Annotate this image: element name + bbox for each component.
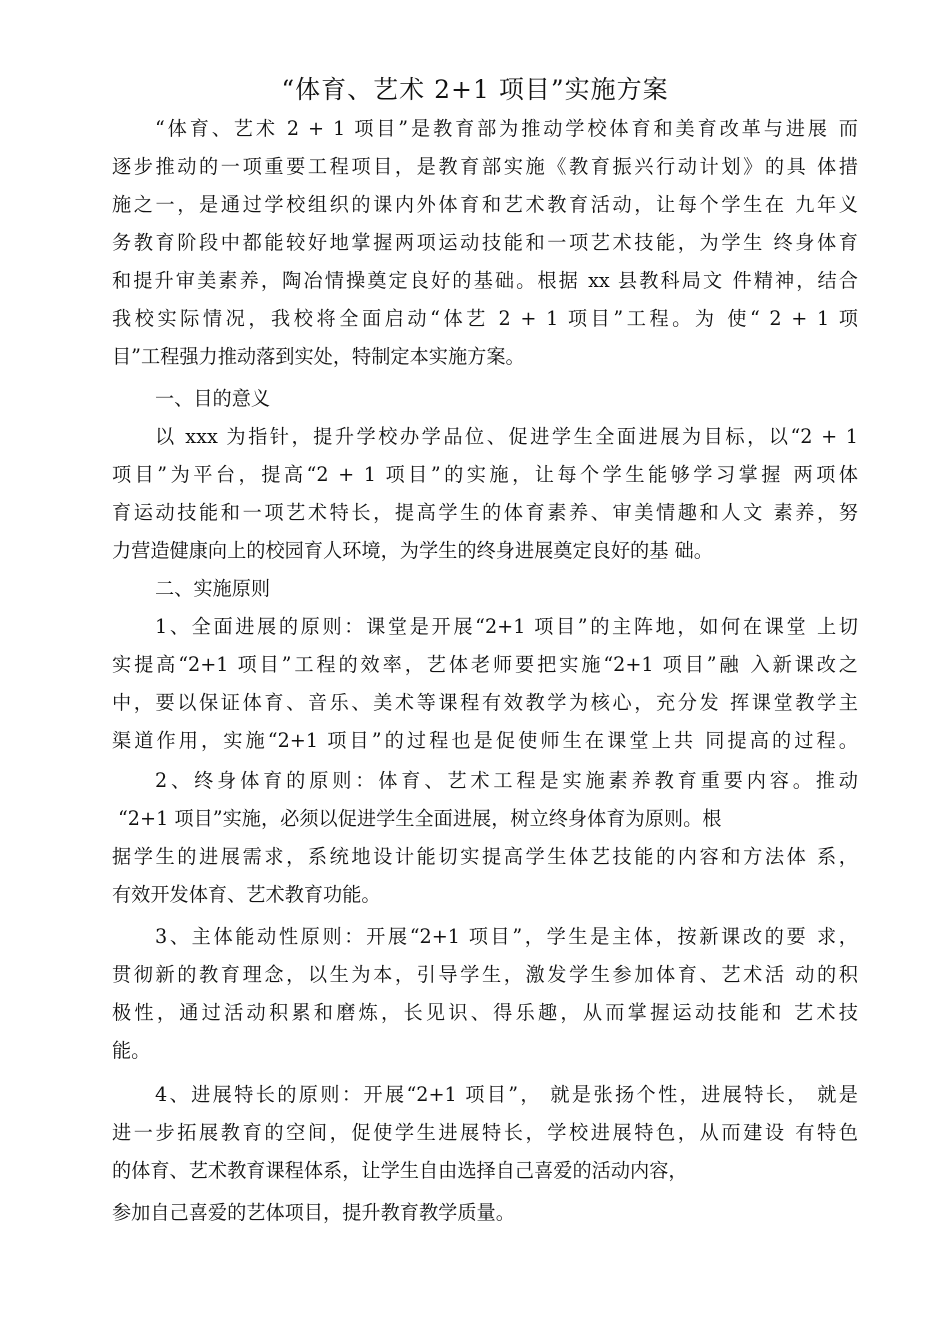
intro-line-2: 逐步推动的一项重要工程项目，是教育部实施《教育振兴行动计划》的具 体措 — [112, 155, 858, 178]
intro-line-5: 和提升审美素养，陶冶情操奠定良好的基础。根据 xx 县教科局文 件精神，结合 — [112, 269, 858, 292]
principle-1-line-2: 实提高“2+1 项目”工程的效率，艺体老师要把实施“2+1 项目”融 入新课改之 — [112, 653, 858, 676]
section-2-heading: 二、实施原则 — [155, 577, 271, 600]
intro-line-7: 目”工程强力推动落到实处，特制定本实施方案。 — [112, 345, 525, 368]
principle-2-line-2: “2+1 项目”实施，必须以促进学生全面进展，树立终身体育为原则。根 — [118, 807, 722, 830]
section-1-line-3: 育运动技能和一项艺术特长，提高学生的体育素养、审美情趣和人文 素养，努 — [112, 501, 858, 524]
intro-line-1: “体育、艺术 2 + 1 项目”是教育部为推动学校体育和美育改革与进展 而 — [155, 117, 858, 140]
principle-3-line-1: 3、主体能动性原则：开展“2+1 项目”，学生是主体，按新课改的要 求， — [155, 925, 858, 948]
principle-1-line-4: 渠道作用，实施“2+1 项目”的过程也是促使师生在课堂上共 同提高的过程。 — [112, 729, 858, 752]
principle-2-line-1: 2、终身体育的原则：体育、艺术工程是实施素养教育重要内容。推动 — [155, 769, 858, 792]
intro-line-6: 我校实际情况，我校将全面启动“体艺 2 + 1 项目”工程。为 使“ 2 + 1 项 — [112, 307, 858, 330]
intro-line-4: 务教育阶段中都能较好地掌握两项运动技能和一项艺术技能，为学生 终身体育 — [112, 231, 858, 254]
section-1-line-1: 以 xxx 为指针，提升学校办学品位、促进学生全面进展为目标，以“2 + 1 — [155, 425, 858, 448]
principle-4-line-4: 参加自己喜爱的艺体项目，提升教育教学质量。 — [112, 1201, 515, 1224]
principle-3-line-2: 贯彻新的教育理念，以生为本，引导学生，激发学生参加体育、艺术活 动的积 — [112, 963, 858, 986]
principle-3-line-3: 极性，通过活动积累和磨炼，长见识、得乐趣，从而掌握运动技能和 艺术技 — [112, 1001, 858, 1024]
section-1-heading: 一、目的意义 — [155, 387, 271, 410]
principle-4-line-3: 的体育、艺术教育课程体系，让学生自由选择自己喜爱的活动内容， — [112, 1159, 688, 1182]
intro-line-3: 施之一，是通过学校组织的课内外体育和艺术教育活动，让每个学生在 九年义 — [112, 193, 858, 216]
principle-1-line-3: 中，要以保证体育、音乐、美术等课程有效教学为核心，充分发 挥课堂教学主 — [112, 691, 858, 714]
principle-2-line-4: 有效开发体育、艺术教育功能。 — [112, 883, 381, 906]
principle-1-line-1: 1、全面进展的原则：课堂是开展“2+1 项目”的主阵地，如何在课堂 上切 — [155, 615, 858, 638]
document-title: “体育、艺术 2+1 项目”实施方案 — [281, 75, 669, 104]
principle-3-line-4: 能。 — [112, 1039, 151, 1062]
section-1-line-4: 力营造健康向上的校园育人环境，为学生的终身进展奠定良好的基 础。 — [112, 539, 713, 562]
section-1-line-2: 项目”为平台，提高“2 + 1 项目”的实施，让每个学生能够学习掌握 两项体 — [112, 463, 858, 486]
principle-4-line-2: 进一步拓展教育的空间，促使学生进展特长，学校进展特色，从而建设 有特色 — [112, 1121, 858, 1144]
principle-4-line-1: 4、进展特长的原则：开展“2+1 项目”， 就是张扬个性，进展特长， 就是 — [155, 1083, 858, 1106]
principle-2-line-3: 据学生的进展需求，系统地设计能切实提高学生体艺技能的内容和方法体 系， — [112, 845, 858, 868]
